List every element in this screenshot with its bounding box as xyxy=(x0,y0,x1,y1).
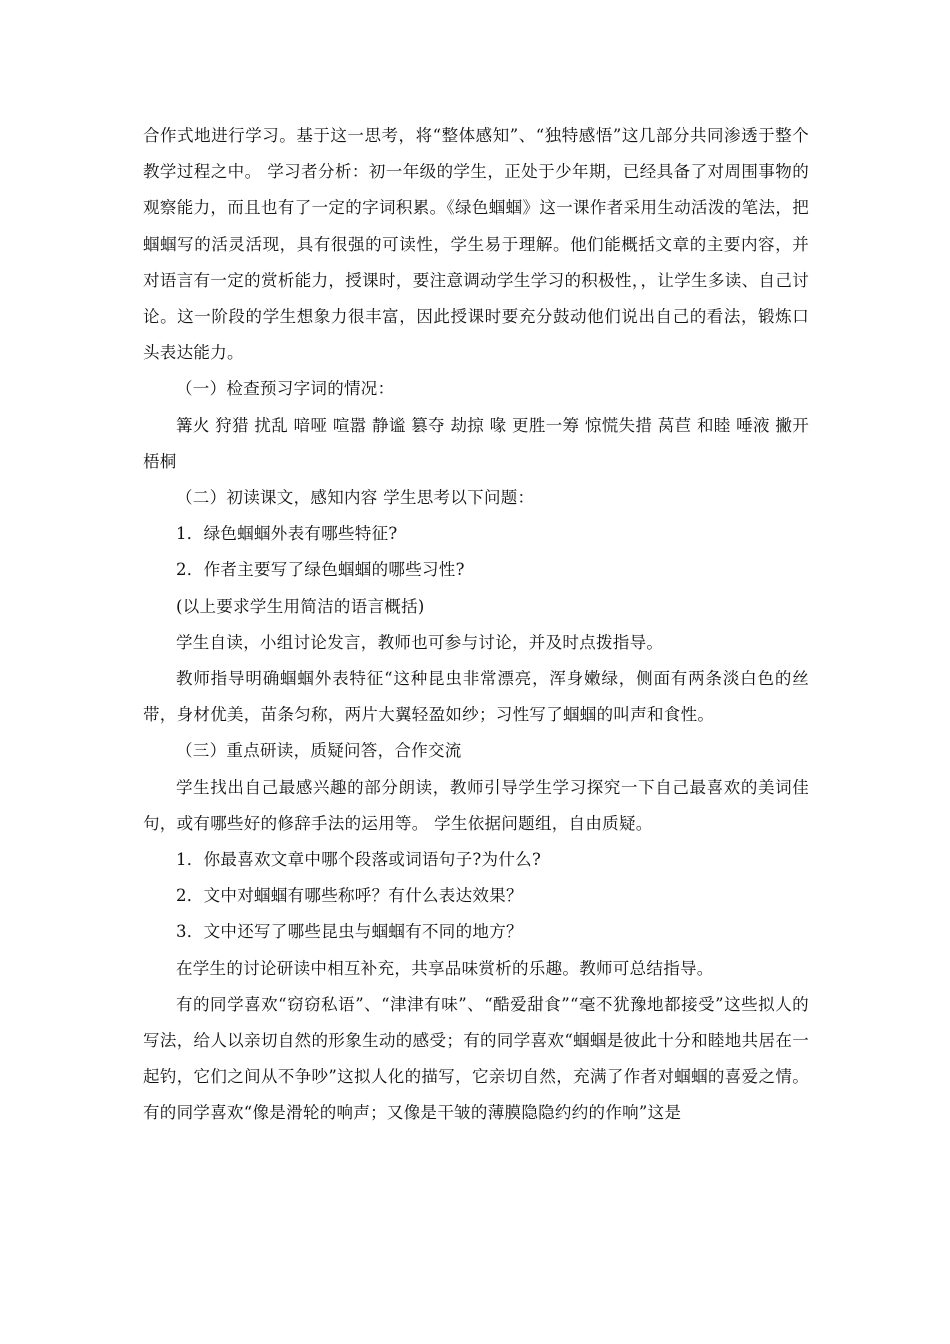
document-body xyxy=(143,118,809,1132)
section-heading-2: （二）初读课文，感知内容 学生思考以下问题： xyxy=(176,488,535,508)
paragraph-text: 学生自读，小组讨论发言，教师也可参与讨论，并及时点拨指导。 xyxy=(176,632,664,652)
note-text: (以上要求学生用简洁的语言概括) xyxy=(176,596,425,616)
paragraph-intro: 合作式地进行学习。基于这一思考，将“整体感知”、“独特感悟”这几部分共同渗透于整个教学过程之中。 学习者分析：初一年级的学生，正处于少年期，已经具备了对周围事物的观察能力，而且也有了一定的字词积累。《绿色蝈蝈》这一课作者采用生动活泼的笔法，把蝈蝈写的活灵活现，具有很强的可读性，学生易于理解。他们能概括文章的主要内容，并对语言有一定的赏析能力，授课时，要注意调动学生学习的积极性，，让学生多读、自己讨论。这一阶段的学生想象力很丰富，因此授课时要充分鼓动他们说出自己的看法，锻炼口头表达能力。 xyxy=(143,126,809,363)
paragraph-text: 学生找出自己最感兴趣的部分朗读，教师引导学生学习探究一下自己最喜欢的美词佳句，或有哪些好的修辞手法的运用等。 学生依据问题组，自由质疑。 xyxy=(143,777,809,833)
question-item: 1．你最喜欢文章中哪个段落或词语句子?为什么? xyxy=(176,850,542,870)
paragraph-text: 有的同学喜欢“窃窃私语”、“津津有味”、“酷爱甜食”“毫不犹豫地都接受”这些拟人的写法，给人以亲切自然的形象生动的感受；有的同学喜欢“蝈蝈是彼此十分和睦地共居在一起钓，它们之间从不争吵”这拟人化的描写，它亲切自然，充满了作者对蝈蝈的喜爱之情。有的同学喜欢“像是滑轮的响声；又像是干皱的薄膜隐隐约约的作响”这是 xyxy=(143,994,809,1123)
section-heading-3: （三）重点研读，质疑问答，合作交流 xyxy=(176,741,462,761)
paragraph-text: 教师指导明确蝈蝈外表特征“这种昆虫非常漂亮，浑身嫩绿，侧面有两条淡白色的丝带，身材优美，苗条匀称，两片大翼轻盈如纱；习性写了蝈蝈的叫声和食性。 xyxy=(143,669,809,725)
question-item: 3．文中还写了哪些昆虫与蝈蝈有不同的地方？ xyxy=(176,922,523,942)
question-item: 1．绿色蝈蝈外表有哪些特征? xyxy=(176,524,398,544)
question-item: 2．文中对蝈蝈有哪些称呼？有什么表达效果？ xyxy=(176,886,523,906)
paragraph-text: 在学生的讨论研读中相互补充，共享品味赏析的乐趣。教师可总结指导。 xyxy=(176,958,714,978)
question-item: 2．作者主要写了绿色蝈蝈的哪些习性? xyxy=(176,560,465,580)
section-heading-1: （一）检查预习字词的情况： xyxy=(176,379,395,399)
vocabulary-list: 篝火 狩猎 扰乱 喑哑 喧嚣 静谧 篡夺 劫掠 喙 更胜一筹 惊慌失措 莴苣 和睦 唾液 撇开 梧桐 xyxy=(143,415,809,471)
